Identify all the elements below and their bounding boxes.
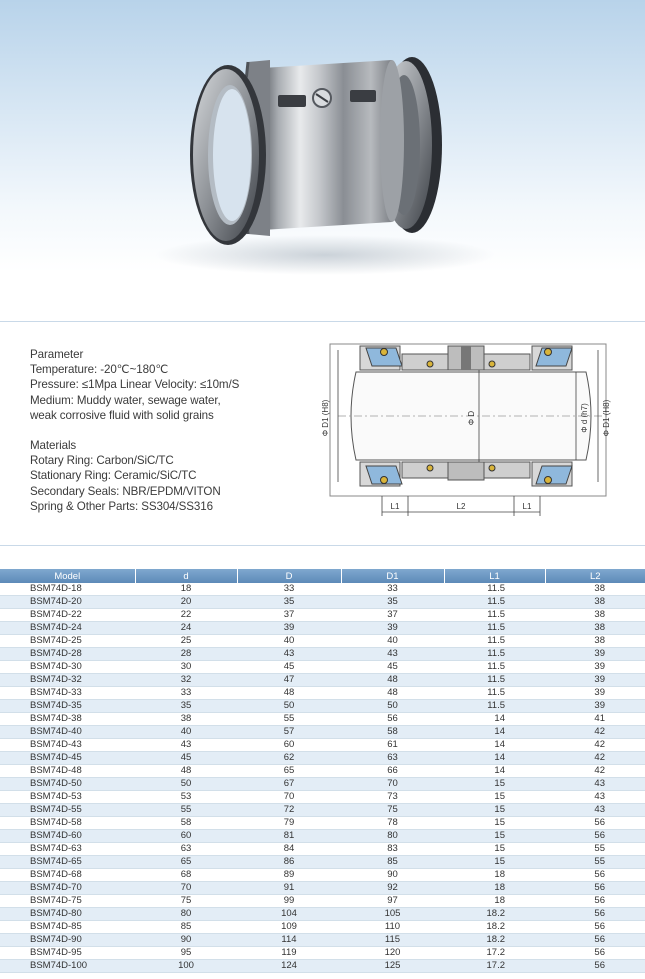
table-cell: BSM74D-70 [0, 882, 135, 895]
table-cell: BSM74D-40 [0, 726, 135, 739]
table-cell: 66 [341, 765, 444, 778]
table-cell: 22 [135, 609, 237, 622]
divider [0, 321, 645, 322]
table-row [0, 739, 645, 752]
table-row [0, 921, 645, 934]
table-cell: 33 [341, 583, 444, 596]
table-cell: 42 [545, 739, 645, 752]
label-d1-right: Φ D1 (H8) [602, 399, 611, 437]
table-cell: 53 [135, 791, 237, 804]
spec-text-block [30, 347, 320, 514]
table-cell: 65 [135, 856, 237, 869]
table-cell: BSM74D-90 [0, 934, 135, 947]
table-cell: 33 [237, 583, 341, 596]
table-cell: BSM74D-33 [0, 687, 135, 700]
table-cell: 11.5 [444, 648, 545, 661]
table-cell: 56 [545, 830, 645, 843]
table-cell: 56 [545, 934, 645, 947]
table-cell: BSM74D-22 [0, 609, 135, 622]
secondary-seals-text: Secondary Seals: NBR/EPDM/VITON [30, 484, 221, 498]
table-cell: 18 [135, 583, 237, 596]
table-cell: 55 [545, 843, 645, 856]
medium-text-cont: weak corrosive fluid with solid grains [30, 408, 214, 422]
table-cell: 38 [545, 609, 645, 622]
seal-cross-section-drawing [318, 336, 618, 522]
header-d: d [135, 569, 237, 583]
table-cell: 38 [545, 583, 645, 596]
table-row [0, 895, 645, 908]
table-cell: 40 [237, 635, 341, 648]
table-cell: BSM74D-43 [0, 739, 135, 752]
table-cell: 37 [341, 609, 444, 622]
table-cell: 63 [135, 843, 237, 856]
table-cell: 39 [545, 700, 645, 713]
table-cell: BSM74D-53 [0, 791, 135, 804]
table-cell: 45 [341, 661, 444, 674]
table-cell: 55 [545, 856, 645, 869]
table-cell: 18.2 [444, 921, 545, 934]
table-cell: 11.5 [444, 622, 545, 635]
table-cell: 28 [135, 648, 237, 661]
table-cell: BSM74D-68 [0, 869, 135, 882]
table-row [0, 830, 645, 843]
header-D: D [237, 569, 341, 583]
table-cell: 55 [237, 713, 341, 726]
table-cell: 32 [135, 674, 237, 687]
table-row [0, 596, 645, 609]
table-cell: 79 [237, 817, 341, 830]
table-cell: 56 [545, 960, 645, 973]
table-cell: 58 [135, 817, 237, 830]
table-cell: 50 [237, 700, 341, 713]
header-D1: D1 [341, 569, 444, 583]
table-cell: 91 [237, 882, 341, 895]
table-cell: 97 [341, 895, 444, 908]
table-cell: 119 [237, 947, 341, 960]
table-cell: 83 [341, 843, 444, 856]
table-row [0, 700, 645, 713]
table-cell: 39 [545, 648, 645, 661]
table-cell: 55 [135, 804, 237, 817]
table-cell: 11.5 [444, 661, 545, 674]
table-cell: 11.5 [444, 583, 545, 596]
table-row [0, 804, 645, 817]
table-cell: 70 [135, 882, 237, 895]
table-cell: 38 [545, 622, 645, 635]
table-cell: 47 [237, 674, 341, 687]
table-cell: 56 [545, 947, 645, 960]
table-cell: 56 [545, 921, 645, 934]
table-cell: 17.2 [444, 960, 545, 973]
table-cell: 92 [341, 882, 444, 895]
mechanical-seal-photo [0, 0, 645, 320]
table-cell: 35 [341, 596, 444, 609]
table-cell: 40 [341, 635, 444, 648]
table-row [0, 778, 645, 791]
header-L1: L1 [444, 569, 545, 583]
table-cell: BSM74D-65 [0, 856, 135, 869]
table-cell: 15 [444, 791, 545, 804]
table-cell: 15 [444, 778, 545, 791]
table-cell: 43 [237, 648, 341, 661]
table-row [0, 869, 645, 882]
table-cell: 56 [341, 713, 444, 726]
table-cell: 43 [341, 648, 444, 661]
table-cell: 39 [545, 674, 645, 687]
medium-text: Medium: Muddy water, sewage water, [30, 393, 221, 407]
table-cell: 90 [135, 934, 237, 947]
table-cell: 73 [341, 791, 444, 804]
table-cell: 72 [237, 804, 341, 817]
table-row [0, 947, 645, 960]
label-d1-left: Φ D1 (H8) [321, 399, 330, 437]
label-l1-left: L1 [390, 502, 400, 511]
table-cell: 25 [135, 635, 237, 648]
table-cell: 18.2 [444, 908, 545, 921]
table-cell: 67 [237, 778, 341, 791]
table-cell: BSM74D-48 [0, 765, 135, 778]
table-row [0, 752, 645, 765]
table-cell: 56 [545, 869, 645, 882]
table-cell: BSM74D-35 [0, 700, 135, 713]
table-cell: 11.5 [444, 700, 545, 713]
table-cell: BSM74D-58 [0, 817, 135, 830]
table-cell: 18 [444, 882, 545, 895]
table-cell: 45 [237, 661, 341, 674]
spring-parts-text: Spring & Other Parts: SS304/SS316 [30, 499, 213, 513]
table-cell: 15 [444, 804, 545, 817]
table-row [0, 661, 645, 674]
table-row [0, 791, 645, 804]
table-cell: BSM74D-95 [0, 947, 135, 960]
table-cell: 39 [237, 622, 341, 635]
table-cell: 124 [237, 960, 341, 973]
table-cell: 30 [135, 661, 237, 674]
table-cell: 17.2 [444, 947, 545, 960]
table-cell: 86 [237, 856, 341, 869]
table-cell: 56 [545, 908, 645, 921]
table-cell: 33 [135, 687, 237, 700]
table-cell: 14 [444, 765, 545, 778]
table-cell: 11.5 [444, 635, 545, 648]
parameter-title: Parameter [30, 348, 84, 361]
product-photo-area [0, 0, 645, 320]
table-cell: 61 [341, 739, 444, 752]
table-cell: 56 [545, 817, 645, 830]
table-row [0, 674, 645, 687]
label-l2: L2 [456, 502, 466, 511]
table-cell: BSM74D-85 [0, 921, 135, 934]
pressure-text: Pressure: ≤1Mpa Linear Velocity: ≤10m/S [30, 378, 240, 392]
table-cell: 105 [341, 908, 444, 921]
table-cell: BSM74D-20 [0, 596, 135, 609]
table-cell: 14 [444, 713, 545, 726]
table-row [0, 713, 645, 726]
table-cell: 70 [341, 778, 444, 791]
table-row [0, 583, 645, 596]
table-cell: 56 [545, 895, 645, 908]
table-row [0, 635, 645, 648]
table-cell: 42 [545, 726, 645, 739]
table-cell: BSM74D-45 [0, 752, 135, 765]
table-cell: 38 [545, 635, 645, 648]
table-cell: 42 [545, 765, 645, 778]
table-cell: 56 [545, 882, 645, 895]
table-cell: BSM74D-75 [0, 895, 135, 908]
table-cell: 50 [135, 778, 237, 791]
table-cell: 45 [135, 752, 237, 765]
table-cell: 57 [237, 726, 341, 739]
table-cell: BSM74D-18 [0, 583, 135, 596]
table-cell: 24 [135, 622, 237, 635]
dimension-table [0, 569, 645, 973]
table-cell: 84 [237, 843, 341, 856]
table-cell: 14 [444, 739, 545, 752]
table-cell: 39 [341, 622, 444, 635]
table-cell: BSM74D-100 [0, 960, 135, 973]
table-cell: 38 [135, 713, 237, 726]
table-cell: BSM74D-80 [0, 908, 135, 921]
table-row [0, 648, 645, 661]
table-row [0, 934, 645, 947]
table-cell: 125 [341, 960, 444, 973]
table-cell: 48 [341, 674, 444, 687]
table-cell: 65 [237, 765, 341, 778]
table-cell: BSM74D-38 [0, 713, 135, 726]
table-cell: 104 [237, 908, 341, 921]
table-cell: 18 [444, 869, 545, 882]
table-cell: BSM74D-25 [0, 635, 135, 648]
table-cell: 39 [545, 661, 645, 674]
label-d-shaft: Φ d (h7) [580, 403, 589, 433]
table-cell: BSM74D-30 [0, 661, 135, 674]
table-cell: 50 [341, 700, 444, 713]
materials-title: Materials [30, 439, 77, 453]
table-cell: BSM74D-32 [0, 674, 135, 687]
table-cell: 43 [545, 804, 645, 817]
table-cell: 75 [135, 895, 237, 908]
table-cell: 43 [545, 778, 645, 791]
table-cell: 42 [545, 752, 645, 765]
table-cell: 38 [545, 596, 645, 609]
table-cell: 43 [135, 739, 237, 752]
table-cell: 35 [135, 700, 237, 713]
label-l1-right: L1 [522, 502, 532, 511]
table-cell: 100 [135, 960, 237, 973]
table-cell: BSM74D-50 [0, 778, 135, 791]
table-cell: 35 [237, 596, 341, 609]
table-row [0, 726, 645, 739]
table-cell: 60 [135, 830, 237, 843]
table-cell: 11.5 [444, 674, 545, 687]
table-cell: 14 [444, 726, 545, 739]
table-cell: 11.5 [444, 609, 545, 622]
table-row [0, 960, 645, 973]
table-row [0, 687, 645, 700]
table-cell: 37 [237, 609, 341, 622]
table-cell: 43 [545, 791, 645, 804]
table-cell: 114 [237, 934, 341, 947]
table-cell: 75 [341, 804, 444, 817]
table-cell: BSM74D-24 [0, 622, 135, 635]
table-row [0, 765, 645, 778]
header-L2: L2 [545, 569, 645, 583]
table-cell: 99 [237, 895, 341, 908]
table-cell: BSM74D-28 [0, 648, 135, 661]
rotary-ring-text: Rotary Ring: Carbon/SiC/TC [30, 454, 174, 468]
table-cell: 11.5 [444, 596, 545, 609]
table-cell: 95 [135, 947, 237, 960]
table-cell: 90 [341, 869, 444, 882]
table-row [0, 908, 645, 921]
table-cell: 62 [237, 752, 341, 765]
temperature-text: Temperature: -20℃~180℃ [30, 363, 169, 377]
divider [0, 545, 645, 546]
table-header-row [0, 569, 645, 583]
table-cell: 120 [341, 947, 444, 960]
label-d: Φ D [467, 410, 476, 426]
table-cell: 14 [444, 752, 545, 765]
table-cell: 48 [341, 687, 444, 700]
table-row [0, 843, 645, 856]
header-model: Model [0, 569, 135, 583]
table-row [0, 609, 645, 622]
table-row [0, 622, 645, 635]
table-cell: 89 [237, 869, 341, 882]
table-cell: 58 [341, 726, 444, 739]
table-cell: 68 [135, 869, 237, 882]
table-cell: 85 [341, 856, 444, 869]
table-row [0, 817, 645, 830]
table-cell: 15 [444, 830, 545, 843]
table-cell: 39 [545, 687, 645, 700]
stationary-ring-text: Stationary Ring: Ceramic/SiC/TC [30, 469, 197, 483]
table-cell: 48 [237, 687, 341, 700]
table-cell: 18.2 [444, 934, 545, 947]
table-cell: BSM74D-60 [0, 830, 135, 843]
table-cell: BSM74D-63 [0, 843, 135, 856]
table-cell: 81 [237, 830, 341, 843]
table-row [0, 882, 645, 895]
table-cell: 41 [545, 713, 645, 726]
table-cell: 11.5 [444, 687, 545, 700]
table-cell: 85 [135, 921, 237, 934]
table-cell: 15 [444, 843, 545, 856]
table-cell: 110 [341, 921, 444, 934]
table-cell: 15 [444, 817, 545, 830]
table-cell: 80 [341, 830, 444, 843]
table-cell: 20 [135, 596, 237, 609]
table-body [0, 583, 645, 973]
table-row [0, 856, 645, 869]
table-cell: 18 [444, 895, 545, 908]
table-cell: 80 [135, 908, 237, 921]
table-cell: 63 [341, 752, 444, 765]
table-cell: 115 [341, 934, 444, 947]
table-cell: 60 [237, 739, 341, 752]
table-cell: 15 [444, 856, 545, 869]
table-cell: 70 [237, 791, 341, 804]
table-cell: 78 [341, 817, 444, 830]
table-cell: BSM74D-55 [0, 804, 135, 817]
table-cell: 109 [237, 921, 341, 934]
table-cell: 40 [135, 726, 237, 739]
table-cell: 48 [135, 765, 237, 778]
